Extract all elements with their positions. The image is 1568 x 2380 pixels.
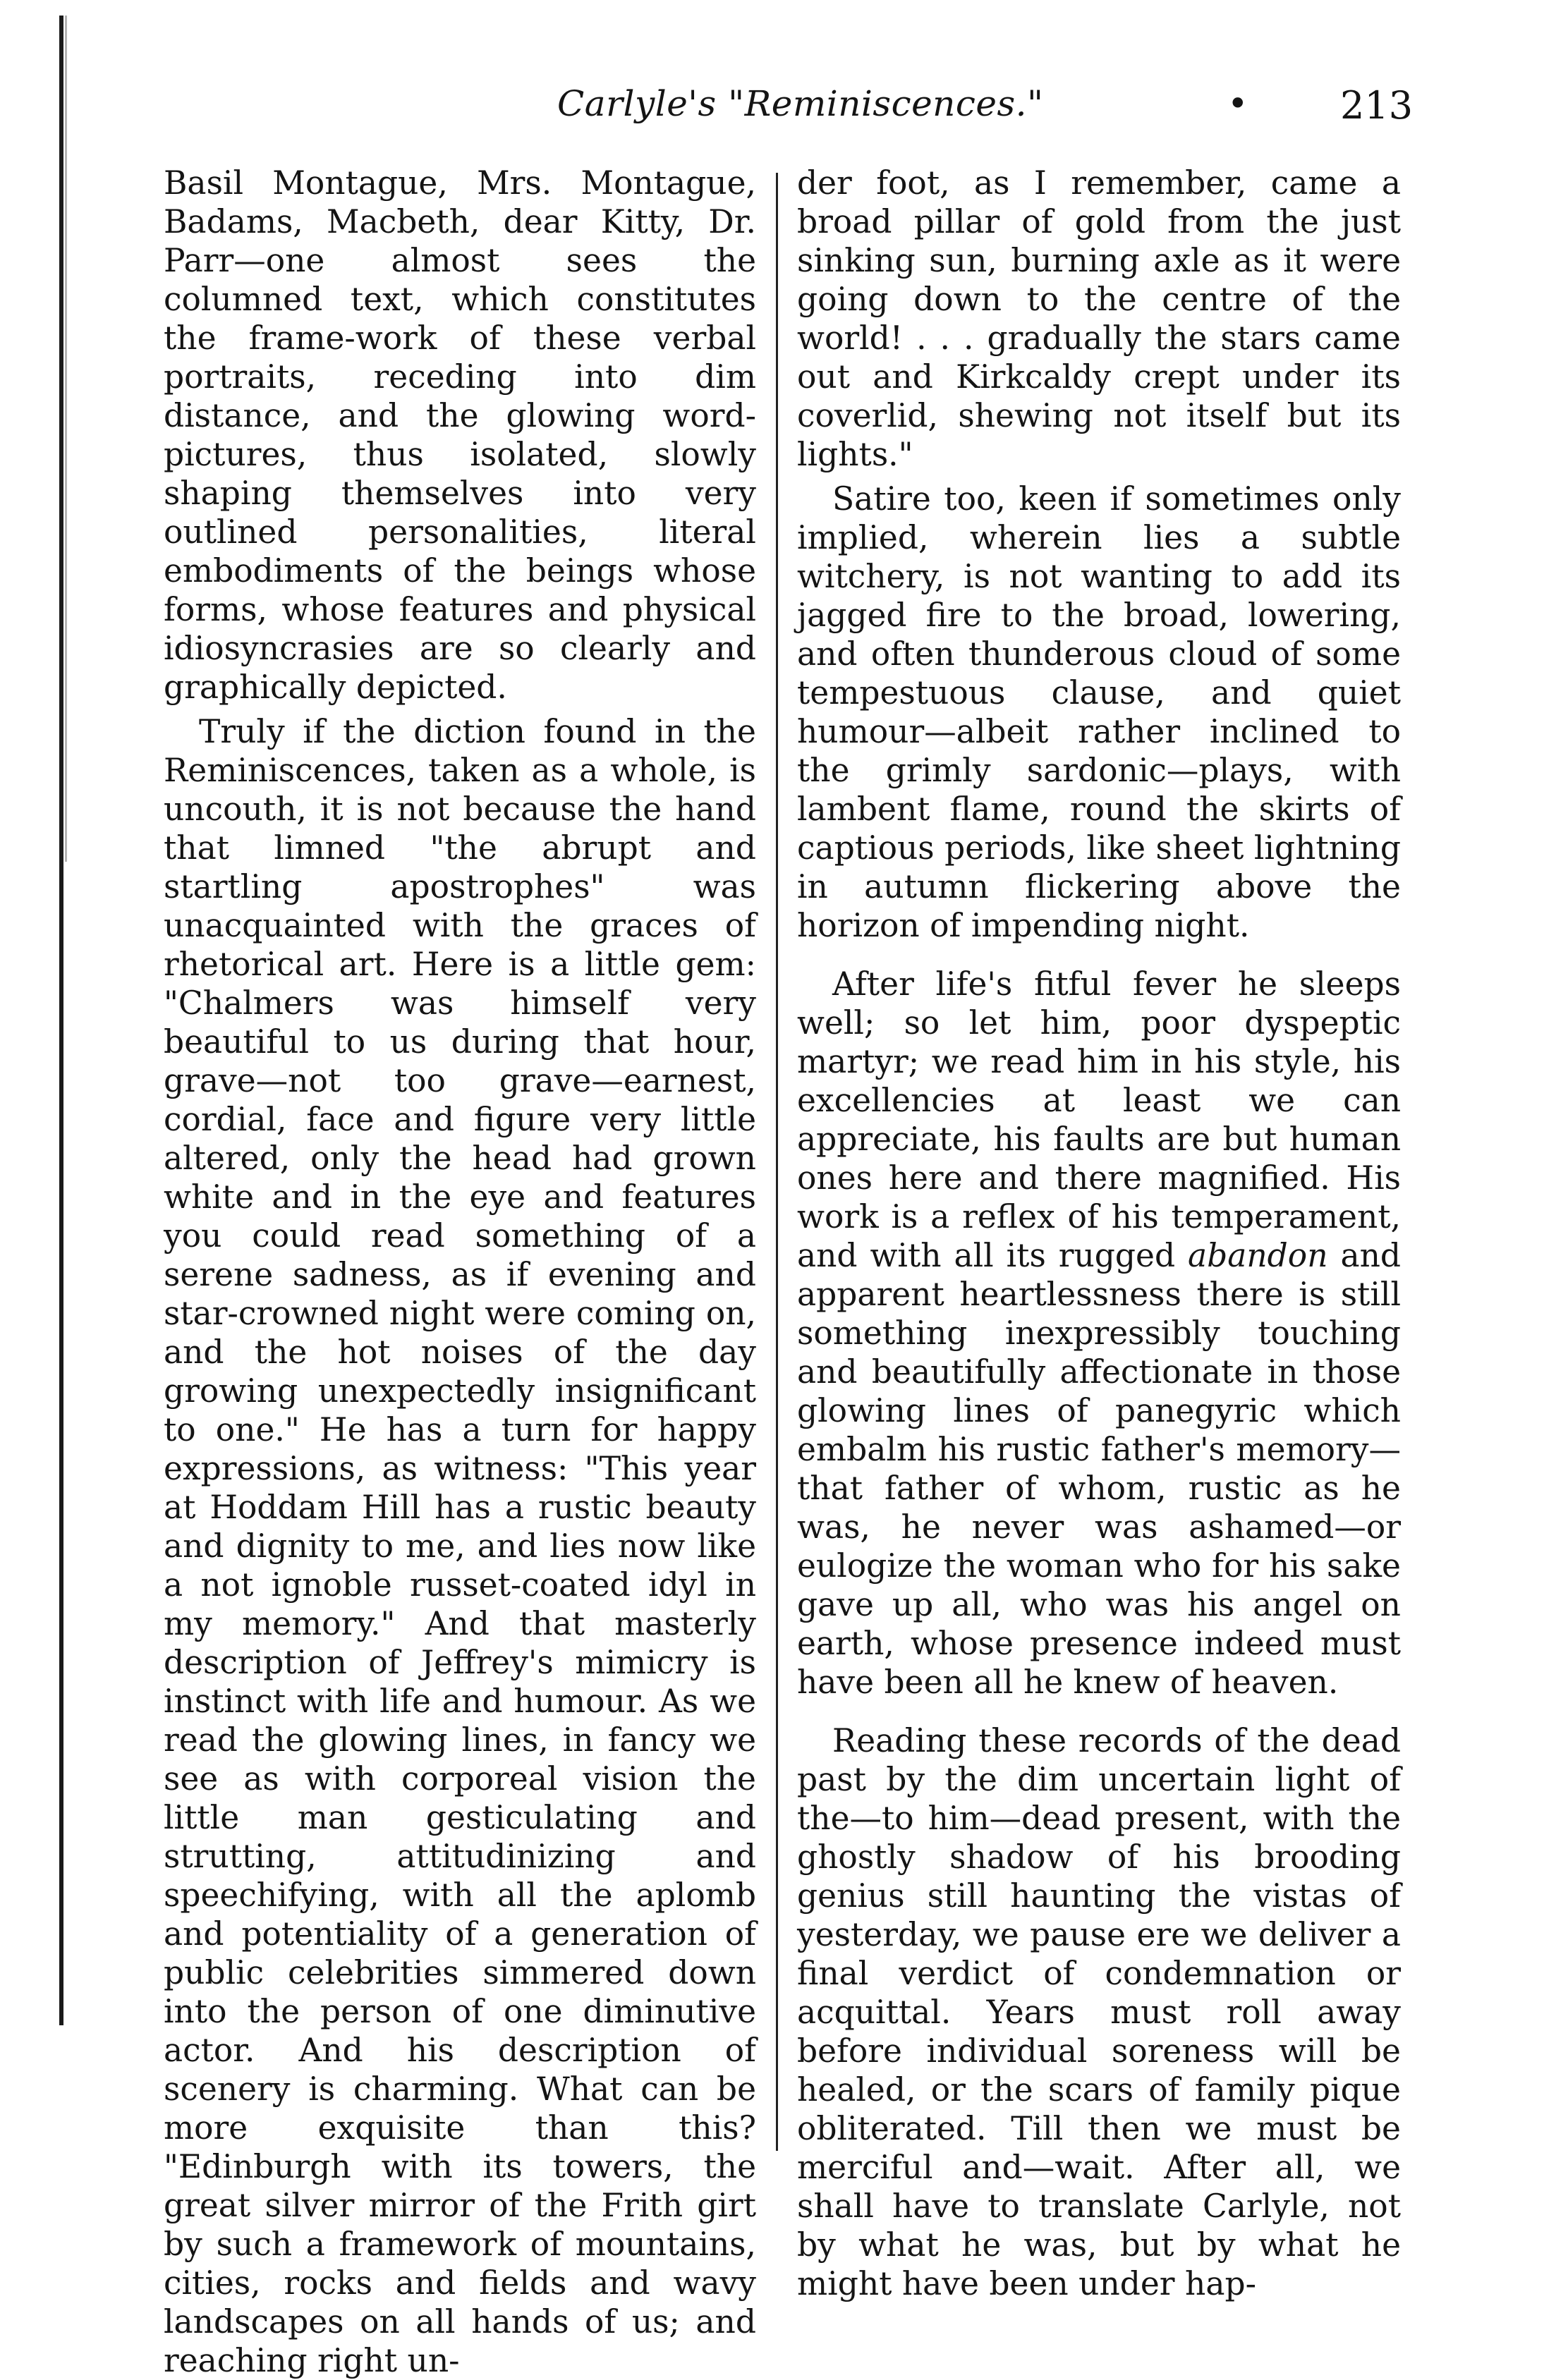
right-column — [797, 164, 1401, 2302]
running-dot: • — [1227, 83, 1248, 124]
right-paragraph-3 — [797, 965, 1401, 1702]
right-paragraph-2: Satire too, keen if sometimes only implied, wherein lies a subtle witchery, is not wanting to add its jagged fire to the broad, lowering, and often thunderous cloud of some tempestuous clause, and quiet humour—albeit rather inclined to the grimly sardonic—plays, with lambent flame, round the skirts of captious periods, like sheet lightning in autumn flickering above the horizon of impending night. — [797, 480, 1401, 944]
running-title: Carlyle's "Reminiscences." — [557, 83, 1044, 124]
left-paragraph-2: Truly if the diction found in the Reminiscences, taken as a whole, is uncouth, it is not because the hand that limned "the abrupt and startling apostrophes" was unacquainted with the graces of rhetorical art. Here is a little gem: "Chalmers was himself very beautiful to us during that hour, grave—not too grave—earnest, cordial, face and figure very little altered, only the head had grown white and in the eye and features you could read something of a serene sadness, as if evening and star-crowned night were coming on, and the hot noises of the day growing unexpectedly insignificant to one." He has a turn for happy expressions, as witness: "This year at Hoddam Hill has a rustic beauty and dignity to me, and lies now like a not ignoble russet-coated idyl in my memory." And that masterly description of Jeffrey's mimicry is instinct with life and humour. As we read the glowing lines, in fancy we see as with corporeal vision the little man gesticulating and strutting, attitudinizing and speechifying, with all the aplomb and potentiality of a generation of public celebrities simmered down into the person of one diminutive actor. And his description of scenery is charming. What can be more exquisite than this? "Edinburgh with its towers, the great silver mirror of the Frith girt by such a framework of mountains, cities, rocks and fields and wavy landscapes on all hands of us; and reaching right un- — [164, 713, 756, 2379]
right-paragraph-3-part-2: and apparent heartlessness there is still something inexpressibly touching and beautifully affectionate in those glowing lines of panegyric which embalm his rustic father's memory—that father of whom, rustic as he was, he never was ashamed—or eulogize the woman who for his sake gave up all, who was his angel on earth, whose presence indeed must have been all he knew of heaven. — [797, 1237, 1401, 1701]
left-paragraph-1: Basil Montague, Mrs. Montague, Badams, Macbeth, dear Kitty, Dr. Parr—one almost sees the columned text, which constitutes the frame-work of these verbal portraits, receding into dim distance, and the glowing word-pictures, thus isolated, slowly shaping themselves into very outlined personalities, literal embodiments of the beings whose forms, whose features and physical idiosyncrasies are so clearly and graphically depicted. — [164, 164, 756, 706]
left-column — [164, 164, 756, 2379]
page-number: 213 — [1340, 83, 1414, 128]
right-paragraph-1: der foot, as I remember, came a broad pillar of gold from the just sinking sun, burning axle as it were going down to the centre of the world! . . . gradually the stars came out and Kirkcaldy crept under its coverlid, shewing not itself but its lights." — [797, 164, 1401, 473]
page-edge-shadow — [65, 16, 67, 862]
running-head — [169, 83, 1439, 140]
page-edge-rule — [59, 16, 63, 2025]
column-divider — [776, 173, 778, 2151]
right-paragraph-3-part-1: After life's fitful fever he sleeps well; so let him, poor dyspeptic martyr; we read him in his style, his excellencies at least we can appreciate, his faults are but human ones here and there magnified. His work is a reflex of his temperament, and with all its rugged — [797, 965, 1401, 1274]
right-paragraph-4: Reading these records of the dead past by the dim uncertain light of the—to him—dead present, with the ghostly shadow of his brooding genius still haunting the vistas of yesterday, we pause ere we deliver a final verdict of condemnation or acquittal. Years must roll away before individual soreness will be healed, or the scars of family pique obliterated. Till then we must be merciful and—wait. After all, we shall have to translate Carlyle, not by what he was, but by what he might have been under hap- — [797, 1722, 1401, 2302]
right-paragraph-3-italic: abandon — [1188, 1237, 1328, 1274]
